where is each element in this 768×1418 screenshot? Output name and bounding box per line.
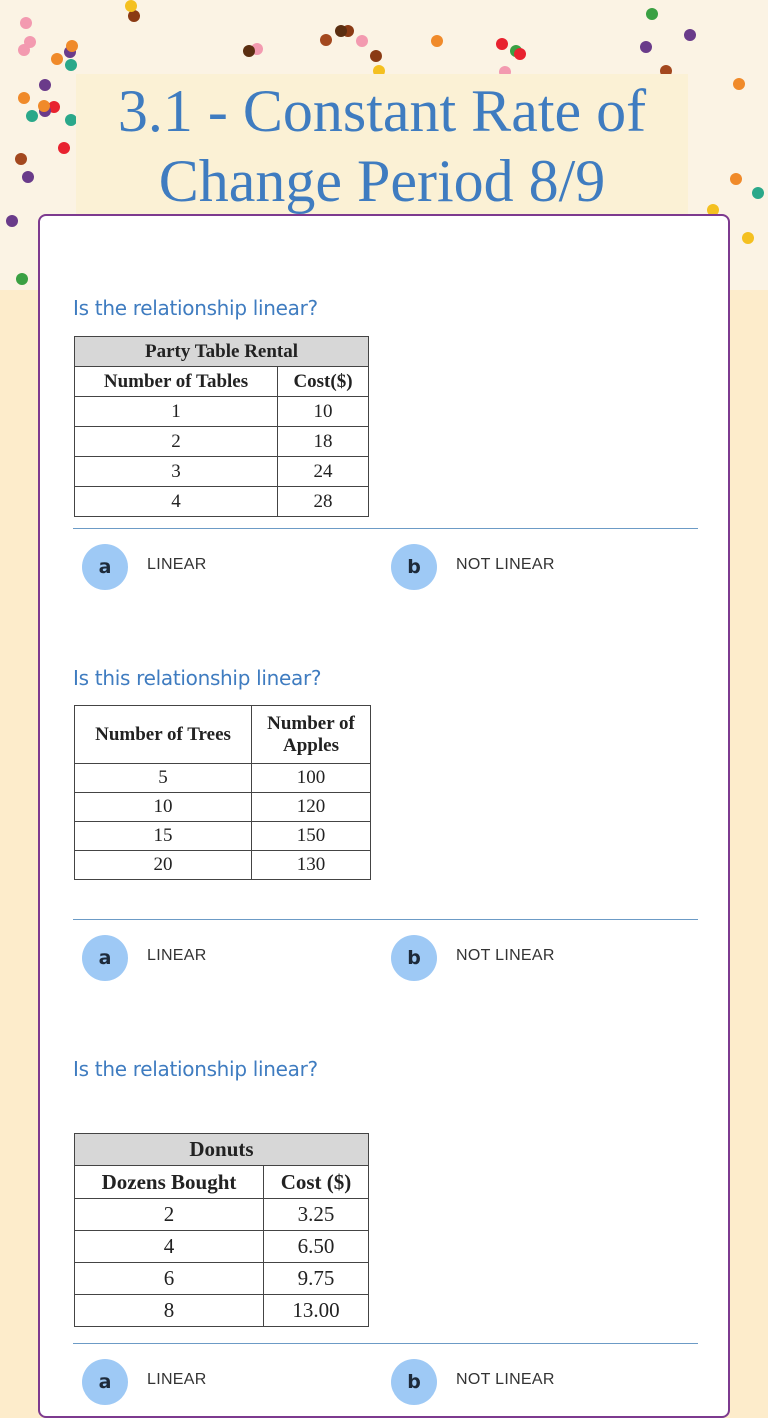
question-3-table <box>74 1133 369 1327</box>
decorative-dot <box>684 29 696 41</box>
option-b-not-linear[interactable] <box>391 935 691 981</box>
table-cell: 130 <box>252 851 371 880</box>
option-letter-badge: b <box>391 1359 437 1405</box>
decorative-dot <box>51 53 63 65</box>
table-row <box>75 793 371 822</box>
decorative-dot <box>370 50 382 62</box>
decorative-dot <box>730 173 742 185</box>
option-label: NOT LINEAR <box>456 556 555 573</box>
decorative-dot <box>646 8 658 20</box>
option-letter-badge: a <box>82 544 128 590</box>
question-1-prompt: Is the relationship linear? <box>73 296 318 320</box>
table-row <box>75 457 369 487</box>
decorative-dot <box>320 34 332 46</box>
table-cell: 2 <box>75 1199 264 1231</box>
option-label: NOT LINEAR <box>456 1371 555 1388</box>
decorative-dot <box>733 78 745 90</box>
table-cell: 120 <box>252 793 371 822</box>
table-cell: 15 <box>75 822 252 851</box>
decorative-dot <box>39 79 51 91</box>
table-cell: 13.00 <box>264 1295 369 1327</box>
table-row <box>75 1199 369 1231</box>
table-row <box>75 427 369 457</box>
question-2-prompt: Is this relationship linear? <box>73 666 322 690</box>
page-title: 3.1 - Constant Rate of Change Period 8/9 <box>117 78 647 214</box>
table-header: Cost($) <box>278 367 369 397</box>
table-row <box>75 1263 369 1295</box>
table-header: Number of Tables <box>75 367 278 397</box>
table-cell: 100 <box>252 764 371 793</box>
divider <box>73 1343 698 1344</box>
table-cell: 18 <box>278 427 369 457</box>
decorative-dot <box>356 35 368 47</box>
table-cell: 6.50 <box>264 1231 369 1263</box>
table-row <box>75 1295 369 1327</box>
decorative-dot <box>20 17 32 29</box>
table-row <box>75 851 371 880</box>
table-cell: 8 <box>75 1295 264 1327</box>
decorative-dot <box>38 100 50 112</box>
option-label: LINEAR <box>147 556 207 573</box>
question-2-table <box>74 705 371 880</box>
option-label: LINEAR <box>147 1371 207 1388</box>
option-a-linear[interactable] <box>82 544 382 590</box>
table-cell: 10 <box>278 397 369 427</box>
decorative-dot <box>66 40 78 52</box>
table-row <box>75 397 369 427</box>
table-row <box>75 1231 369 1263</box>
decorative-dot <box>16 273 28 285</box>
decorative-dot <box>752 187 764 199</box>
table-caption: Party Table Rental <box>75 337 369 367</box>
table-header: Number of Trees <box>75 706 252 764</box>
option-letter-badge: a <box>82 1359 128 1405</box>
table-cell: 6 <box>75 1263 264 1295</box>
table-row <box>75 764 371 793</box>
decorative-dot <box>65 59 77 71</box>
decorative-dot <box>15 153 27 165</box>
table-cell: 3 <box>75 457 278 487</box>
option-letter-badge: a <box>82 935 128 981</box>
table-cell: 10 <box>75 793 252 822</box>
table-cell: 2 <box>75 427 278 457</box>
option-b-not-linear[interactable] <box>391 1359 691 1405</box>
table-row <box>75 822 371 851</box>
option-a-linear[interactable] <box>82 1359 382 1405</box>
decorative-dot <box>431 35 443 47</box>
option-label: NOT LINEAR <box>456 947 555 964</box>
decorative-dot <box>514 48 526 60</box>
decorative-dot <box>24 36 36 48</box>
option-a-linear[interactable] <box>82 935 382 981</box>
option-letter-badge: b <box>391 544 437 590</box>
table-row <box>75 487 369 517</box>
table-cell: 28 <box>278 487 369 517</box>
table-cell: 24 <box>278 457 369 487</box>
decorative-dot <box>335 25 347 37</box>
table-cell: 9.75 <box>264 1263 369 1295</box>
decorative-dot <box>22 171 34 183</box>
table-cell: 4 <box>75 1231 264 1263</box>
decorative-dot <box>58 142 70 154</box>
decorative-dot <box>6 215 18 227</box>
decorative-dot <box>496 38 508 50</box>
decorative-dot <box>640 41 652 53</box>
table-cell: 1 <box>75 397 278 427</box>
divider <box>73 528 698 529</box>
decorative-dot <box>243 45 255 57</box>
table-header: Dozens Bought <box>75 1166 264 1199</box>
table-header: Number of Apples <box>252 706 371 764</box>
table-cell: 5 <box>75 764 252 793</box>
table-cell: 20 <box>75 851 252 880</box>
option-letter-badge: b <box>391 935 437 981</box>
table-cell: 4 <box>75 487 278 517</box>
table-cell: 3.25 <box>264 1199 369 1231</box>
option-b-not-linear[interactable] <box>391 544 691 590</box>
divider <box>73 919 698 920</box>
decorative-dot <box>742 232 754 244</box>
table-cell: 150 <box>252 822 371 851</box>
table-header: Cost ($) <box>264 1166 369 1199</box>
decorative-dot <box>18 92 30 104</box>
table-caption: Donuts <box>75 1134 369 1166</box>
worksheet-card <box>38 214 730 1418</box>
question-1-table <box>74 336 369 517</box>
option-label: LINEAR <box>147 947 207 964</box>
decorative-dot <box>125 0 137 12</box>
question-3-prompt: Is the relationship linear? <box>73 1057 318 1081</box>
decorative-dot <box>26 110 38 122</box>
